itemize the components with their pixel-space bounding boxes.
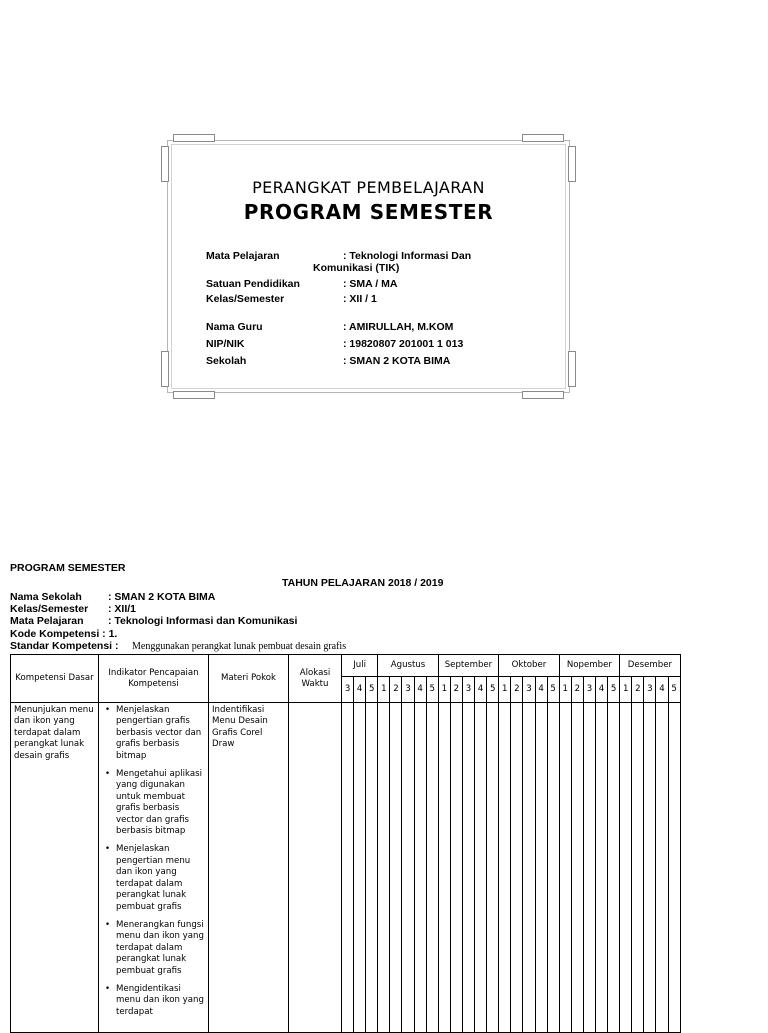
header-week: 4 (656, 677, 668, 703)
field-value: : XII / 1 (343, 293, 377, 305)
cover-title-line2: PROGRAM SEMESTER (243, 200, 494, 224)
header-week: 4 (414, 677, 426, 703)
header-month: September (438, 655, 498, 677)
cell-indikator (99, 703, 209, 1033)
program-heading: PROGRAM SEMESTER (10, 562, 126, 574)
header-week: 3 (583, 677, 595, 703)
week-cell (511, 703, 523, 1033)
header-week: 2 (632, 677, 644, 703)
header-row-months (11, 655, 681, 677)
header-week: 3 (402, 677, 414, 703)
header-week: 3 (342, 677, 354, 703)
week-cell (438, 703, 450, 1033)
indikator-item: • Menjelaskan pengertian grafis berbasis vector dan grafis berbasis bitmap (116, 705, 205, 762)
corner-ornament (522, 391, 564, 399)
header-alokasi-waktu: Alokasi Waktu (289, 655, 342, 703)
header-week: 2 (571, 677, 583, 703)
header-week: 5 (487, 677, 499, 703)
field-value: : Teknologi Informasi Dan (343, 250, 472, 262)
field-label: Kelas/Semester (206, 293, 285, 305)
week-cell (366, 703, 378, 1033)
corner-ornament (173, 134, 215, 142)
header-week: 4 (535, 677, 547, 703)
indikator-item: • Menjelaskan pengertian menu dan ikon yang terdapat dalam perangkat lunak pembuat grafis (116, 844, 205, 912)
cover-title-line1: PERANGKAT PEMBELAJARAN (252, 178, 485, 197)
header-week: 4 (595, 677, 607, 703)
week-cell (632, 703, 644, 1033)
field-label: Sekolah (206, 355, 247, 367)
cover-frame (167, 140, 570, 393)
week-cell (608, 703, 620, 1033)
header-month: Juli (342, 655, 378, 677)
field-value: : SMAN 2 KOTA BIMA (343, 355, 451, 367)
week-cell (535, 703, 547, 1033)
header-week: 5 (668, 677, 680, 703)
week-cell (487, 703, 499, 1033)
header-week: 1 (559, 677, 571, 703)
tahun-pelajaran: TAHUN PELAJARAN 2018 / 2019 (282, 577, 444, 589)
indikator-item: • Menerangkan fungsi menu dan ikon yang terdapat dalam perangkat lunak pembuat grafis (116, 920, 205, 977)
field-label: Mata Pelajaran (206, 250, 280, 262)
indikator-list (102, 705, 205, 1018)
header-week: 4 (354, 677, 366, 703)
week-cell (475, 703, 487, 1033)
week-cell (462, 703, 474, 1033)
field-value: : AMIRULLAH, M.KOM (343, 321, 454, 333)
header-week: 5 (366, 677, 378, 703)
cell-kompetensi-dasar: Menunjukan menu dan ikon yang terdapat dalam perangkat lunak desain grafis (11, 703, 99, 1033)
label-kelas-semester: Kelas/Semester (10, 603, 89, 615)
week-cell (523, 703, 535, 1033)
header-month: Nopember (559, 655, 619, 677)
field-label: NIP/NIK (206, 338, 245, 350)
value-kelas-semester: : XII/1 (108, 603, 137, 615)
week-cell (499, 703, 511, 1033)
header-week: 3 (644, 677, 656, 703)
week-cell (426, 703, 438, 1033)
header-month: Oktober (499, 655, 559, 677)
week-cell (378, 703, 390, 1033)
corner-ornament (161, 146, 169, 182)
corner-ornament (568, 351, 576, 387)
header-indikator: Indikator Pencapaian Kompetensi (99, 655, 209, 703)
cell-alokasi-waktu (289, 703, 342, 1033)
header-week: 2 (450, 677, 462, 703)
cover-field-mata-pelajaran-cont: Komunikasi (TIK) (313, 262, 400, 274)
value-mata-pelajaran: : Teknologi Informasi dan Komunikasi (108, 615, 298, 627)
header-week: 1 (499, 677, 511, 703)
header-month: Agustus (378, 655, 438, 677)
corner-ornament (161, 351, 169, 387)
corner-ornament (522, 134, 564, 142)
header-week: 4 (475, 677, 487, 703)
header-week: 2 (511, 677, 523, 703)
week-cell (547, 703, 559, 1033)
week-cell (342, 703, 354, 1033)
header-kompetensi-dasar: Kompetensi Dasar (11, 655, 99, 703)
header-materi-pokok: Materi Pokok (209, 655, 289, 703)
cell-materi-pokok: Indentifikasi Menu Desain Grafis Corel Draw (209, 703, 289, 1033)
week-cell (668, 703, 680, 1033)
label-kode-kompetensi: Kode Kompetensi : 1. (10, 628, 118, 640)
value-nama-sekolah: : SMAN 2 KOTA BIMA (108, 591, 216, 603)
week-cell (390, 703, 402, 1033)
label-nama-sekolah: Nama Sekolah (10, 591, 82, 603)
week-cell (559, 703, 571, 1033)
week-cell (644, 703, 656, 1033)
corner-ornament (568, 146, 576, 182)
field-label: Nama Guru (206, 321, 263, 333)
week-cell (402, 703, 414, 1033)
header-week: 1 (438, 677, 450, 703)
week-cell (656, 703, 668, 1033)
week-cell (571, 703, 583, 1033)
corner-ornament (173, 391, 215, 399)
program-semester-table (10, 654, 681, 1033)
value-standar-kompetensi: Menggunakan perangkat lunak pembuat desain grafis (132, 641, 347, 652)
header-week: 1 (378, 677, 390, 703)
header-week: 2 (390, 677, 402, 703)
header-month: Desember (620, 655, 680, 677)
week-cell (414, 703, 426, 1033)
header-week: 5 (608, 677, 620, 703)
table-row (11, 703, 681, 1033)
field-value: : SMA / MA (343, 278, 398, 290)
label-standar-kompetensi: Standar Kompetensi : (10, 640, 119, 652)
header-week: 3 (523, 677, 535, 703)
indikator-item: • Mengidentikasi menu dan ikon yang terdapat (116, 984, 205, 1018)
week-cell (595, 703, 607, 1033)
indikator-item: • Mengetahui aplikasi yang digunakan untuk membuat grafis berbasis vector dan grafis berbasis bitmap (116, 769, 205, 837)
week-cell (450, 703, 462, 1033)
field-label: Satuan Pendidikan (206, 278, 300, 290)
header-week: 5 (426, 677, 438, 703)
field-value: : 19820807 201001 1 013 (343, 338, 464, 350)
label-mata-pelajaran: Mata Pelajaran (10, 615, 84, 627)
week-cell (620, 703, 632, 1033)
header-week: 1 (620, 677, 632, 703)
header-week: 5 (547, 677, 559, 703)
header-week: 3 (462, 677, 474, 703)
week-cell (583, 703, 595, 1033)
week-cell (354, 703, 366, 1033)
